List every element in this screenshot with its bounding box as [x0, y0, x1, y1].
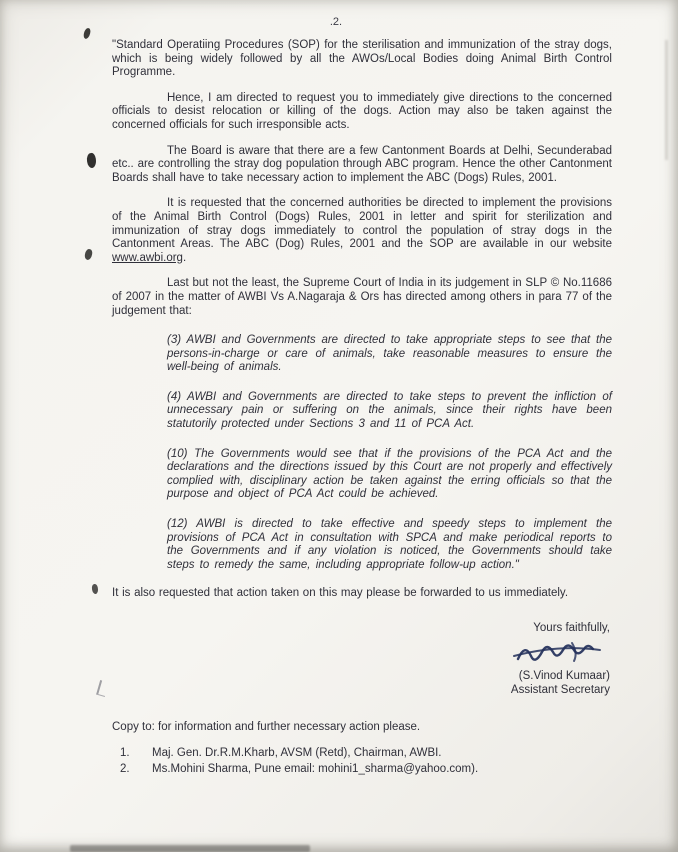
copy-item-number: 1.: [120, 747, 130, 759]
salutation: Yours faithfully,: [533, 622, 610, 634]
signoff-block: [112, 621, 612, 697]
judgement-quote-4: (4) AWBI and Governments are directed to take steps to prevent the infliction of unnecessary pain or suffering on the animals, since their rights have been statutorily protected under Sections 3 and 11 of PCA Act.: [167, 390, 612, 431]
paragraph-supreme-court: Last but not the least, the Supreme Court of India in its judgement in SLP © No.11686 of 2007 in the matter of AWBI Vs A.Nagaraja & Ors has directed among others in para 77 of the judgement that:: [112, 277, 612, 317]
paragraph-action-taken: It is also requested that action taken on this may please be forwarded to us immediately.: [112, 587, 569, 600]
judgement-quote-10: (10) The Governments would see that if the provisions of the PCA Act and the declarations and the directions issued by this Court are not properly and effectively complied with, disciplinary action be taken against the erring officials so that the purpose and object of PCA Act could be achieved.: [167, 447, 612, 501]
copy-item-text: Maj. Gen. Dr.R.M.Kharb, AVSM (Retd), Chairman, AWBI.: [152, 747, 442, 759]
judgement-quote-3: (3) AWBI and Governments are directed to take appropriate steps to see that the persons-in-charge or care of animals, take reasonable measures to ensure the well-being of animals.: [167, 334, 612, 374]
signatory-name: (S.Vinod Kumaar): [518, 670, 610, 682]
copy-item-text: Ms.Mohini Sharma, Pune email: mohini1_sharma@yahoo.com).: [152, 763, 479, 775]
scan-edge-streak: [665, 40, 668, 160]
scan-artifact: [91, 583, 99, 594]
awbi-website-link: www.awbi.org: [112, 251, 183, 264]
paragraph-cantonment-boards: The Board is aware that there are a few Cantonment Boards at Delhi, Secunderabad etc.. are controlling the stray dog population through ABC program. Hence the other Cantonment Boards shall have to take necessary action to implement the ABC (Dogs) Rules, 2001.: [112, 144, 612, 184]
paragraph-directions-request: Hence, I am directed to request you to immediately give directions to the concerned officials to desist relocation or killing of the dogs. Action may also be taken against the concerned officials for such irresponsible acts.: [112, 91, 612, 131]
scan-artifact: [70, 845, 310, 852]
pencil-mark: [96, 680, 109, 697]
judgement-quote-12: (12) AWBI is directed to take effective and speedy steps to implement the provisions of PCA Act in consultation with SPCA and make periodical reports to the Governments and if any violation is noticed, the Governments should take steps to remedy the same, including appropriate follow-up action.": [167, 518, 612, 571]
signatory-title: Assistant Secretary: [510, 684, 610, 696]
page-number: .2.: [329, 16, 343, 28]
paragraph-sop: "Standard Operatiing Procedures (SOP) for the sterilisation and immunization of the stray dogs, which is being widely followed by all the AWOs/Local Bodies doing Animal Birth Control Programme.: [112, 39, 612, 79]
signature-icon: [112, 637, 604, 667]
letter-body: [112, 16, 612, 779]
paragraph-abc-rules-implementation: [112, 197, 612, 265]
paragraph-text: .: [182, 251, 187, 264]
copy-to-label: Copy to: for information and further necessary action please.: [112, 721, 421, 733]
copy-item-number: 2.: [120, 763, 130, 775]
scan-artifact: [83, 27, 91, 39]
copy-to-block: [112, 721, 612, 775]
scan-artifact: [86, 152, 97, 168]
paragraph-text: It is requested that the concerned authorities be directed to implement the provisions of the Animal Birth Control (Dogs) Rules, 2001 in letter and spirit for sterilization and immunization of stray dogs immediately to control the population of stray dogs in the Cantonment Areas. The ABC (Dog) Rules, 2001 and the SOP are available in our website: [112, 197, 612, 251]
scan-artifact: [84, 248, 93, 260]
copy-to-item: [112, 747, 612, 759]
copy-to-item: [112, 763, 612, 775]
